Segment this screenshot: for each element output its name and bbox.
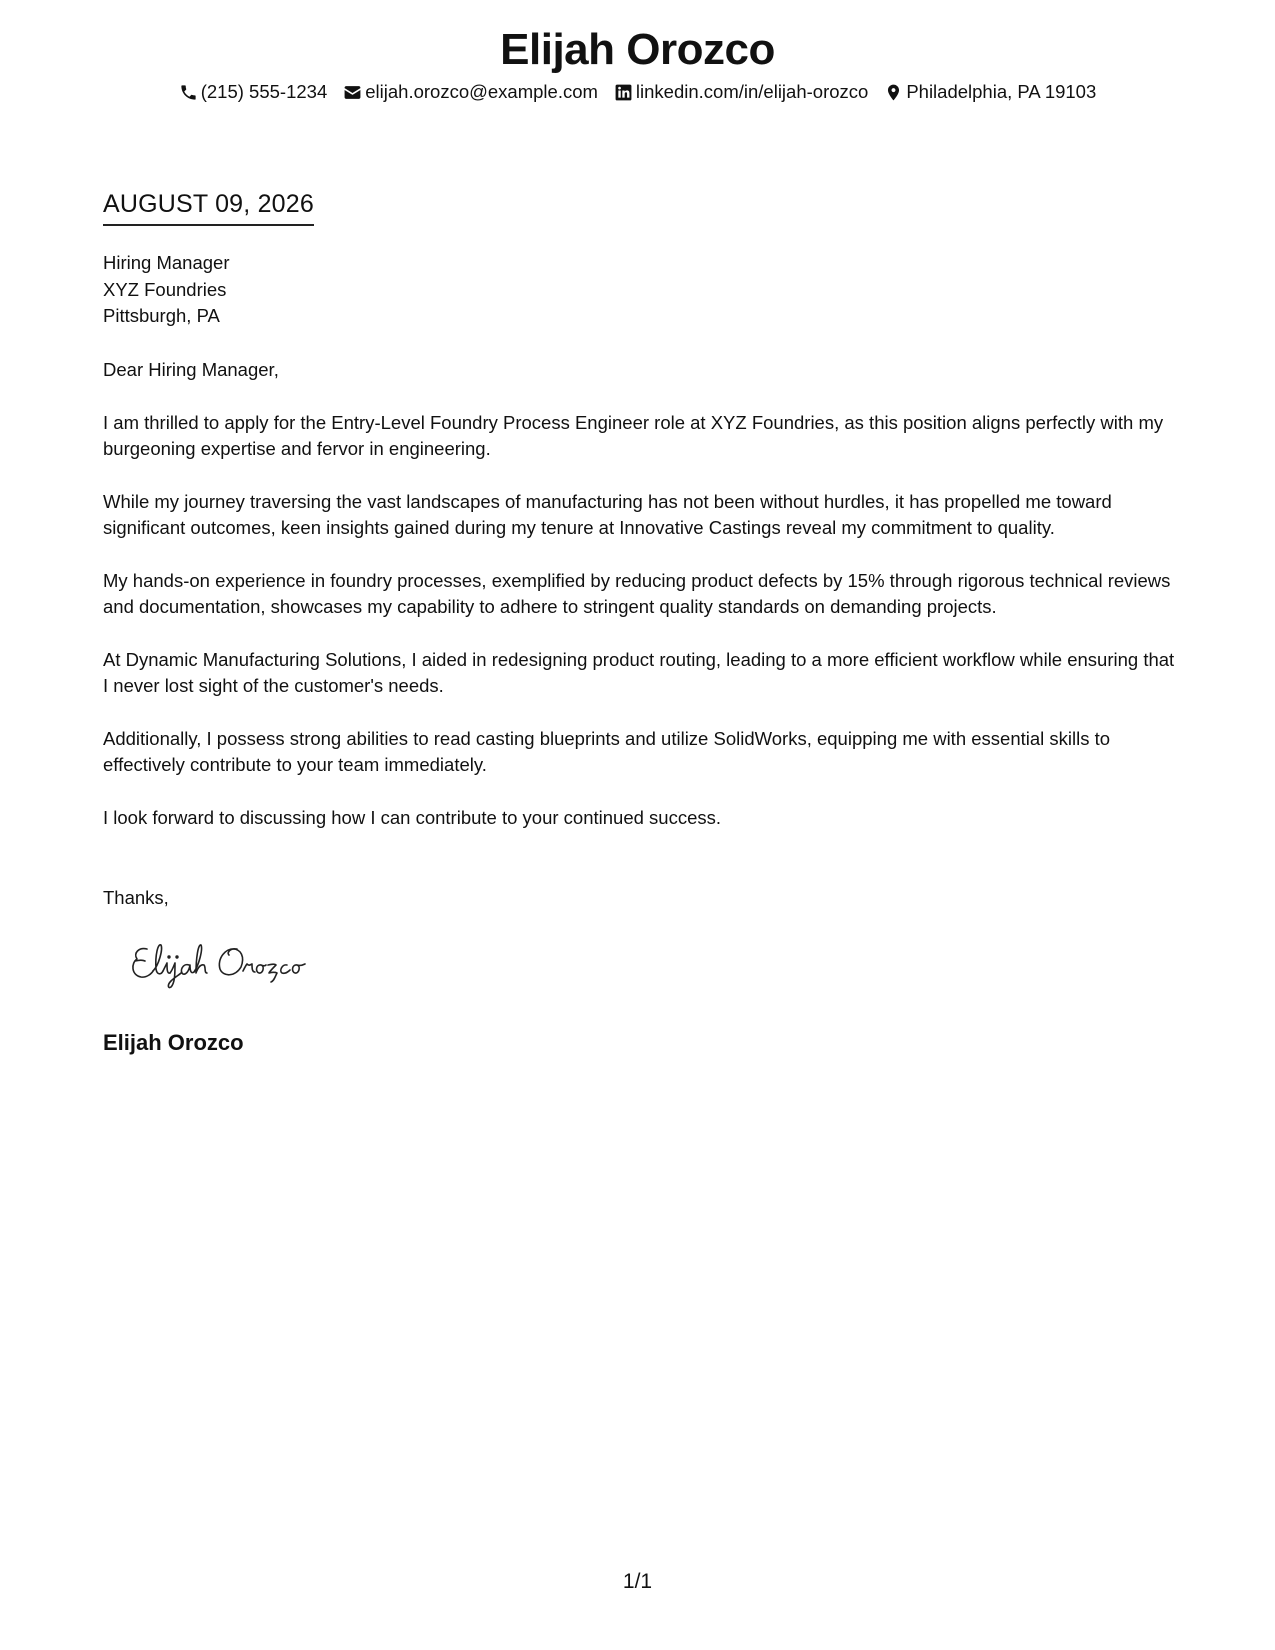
paragraph: I am thrilled to apply for the Entry-Level Foundry Process Engineer role at XYZ Foundries, as this position aligns perfectly with my burgeoning expertise and fervor in engineering. bbox=[103, 411, 1164, 459]
phone-icon bbox=[179, 83, 198, 102]
contact-email bbox=[343, 80, 598, 104]
recipient-block bbox=[103, 250, 229, 330]
paragraph: At Dynamic Manufacturing Solutions, I aided in redesigning product routing, leading to a more efficient workflow while ensuring that I never lost sight of the customer's needs. bbox=[103, 648, 1175, 696]
applicant-name: Elijah Orozco bbox=[500, 25, 775, 74]
paragraph: While my journey traversing the vast landscapes of manufacturing has not been without hurdles, it has propelled me toward significant outcomes, keen insights gained during my tenure at Innovative Castings reveal my commitment to quality. bbox=[103, 490, 1112, 538]
recipient-company: XYZ Foundries bbox=[103, 278, 227, 300]
page-number: 1/1 bbox=[622, 1570, 653, 1593]
map-marker-icon bbox=[884, 83, 903, 102]
phone-text: (215) 555-1234 bbox=[200, 81, 328, 102]
contact-linkedin bbox=[614, 80, 868, 104]
letter-body bbox=[103, 357, 1183, 857]
salutation: Dear Hiring Manager, bbox=[103, 359, 279, 380]
signed-name: Elijah Orozco bbox=[103, 1030, 244, 1055]
closing: Thanks, bbox=[103, 887, 169, 908]
letter-date: AUGUST 09, 2026 bbox=[103, 188, 314, 226]
contact-bar bbox=[0, 80, 1275, 104]
paragraph: Additionally, I possess strong abilities to read casting blueprints and utilize SolidWorks, equipping me with essential skills to effectively contribute to your team immediately. bbox=[103, 727, 1111, 775]
envelope-icon bbox=[343, 83, 362, 102]
location-text: Philadelphia, PA 19103 bbox=[906, 81, 1097, 102]
linkedin-icon bbox=[614, 83, 633, 102]
linkedin-text: linkedin.com/in/elijah-orozco bbox=[635, 81, 869, 102]
contact-location bbox=[884, 80, 1096, 104]
paragraph: My hands-on experience in foundry processes, exemplified by reducing product defects by 15% through rigorous technical reviews and documentation, showcases my capability to adhere to stringent quality standards on demanding projects. bbox=[103, 569, 1171, 617]
recipient-title: Hiring Manager bbox=[103, 252, 230, 273]
recipient-location: Pittsburgh, PA bbox=[103, 305, 220, 326]
paragraph: I look forward to discussing how I can contribute to your continued success. bbox=[103, 806, 722, 828]
handwritten-signature bbox=[125, 935, 335, 995]
contact-phone bbox=[179, 80, 328, 104]
email-text: elijah.orozco@example.com bbox=[365, 81, 598, 102]
